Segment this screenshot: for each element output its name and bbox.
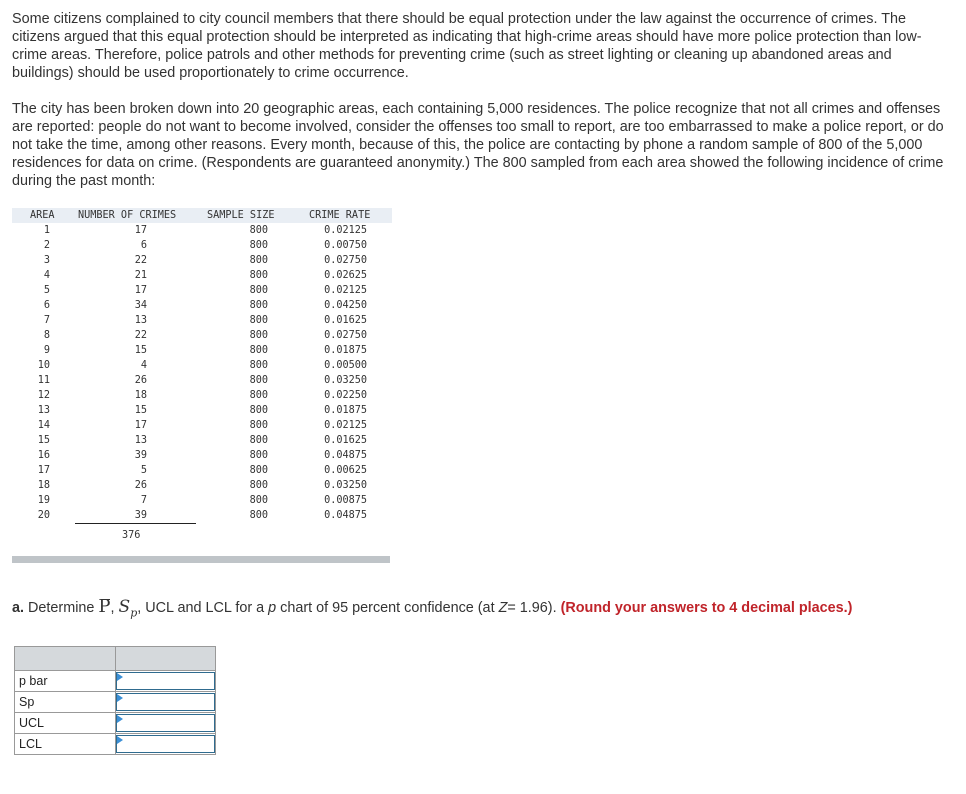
cell-sample-size: 800 (249, 405, 268, 416)
cell-area: 1 (43, 225, 50, 236)
answer-label-ucl: UCL (15, 713, 116, 734)
question-text-3: chart of 95 percent confidence (at (280, 600, 495, 616)
cell-crime-rate: 0.01875 (324, 345, 367, 356)
cell-sample-size: 800 (249, 240, 268, 251)
cell-number-of-crimes: 22 (134, 255, 147, 266)
z-italic: Z (498, 600, 508, 616)
cell-area: 13 (37, 405, 50, 416)
sp-subscript: p (130, 606, 138, 620)
cell-crime-rate: 0.04250 (324, 300, 367, 311)
table-row (12, 493, 392, 508)
cell-crime-rate: 0.02750 (324, 330, 367, 341)
table-row (12, 508, 392, 523)
cell-sample-size: 800 (249, 255, 268, 266)
table-row (12, 373, 392, 388)
input-marker-icon (117, 694, 123, 702)
total-crimes: 376 (122, 530, 141, 541)
crime-data-table (12, 208, 392, 523)
question-text-2: , UCL and LCL for a (137, 600, 265, 616)
table-row (12, 328, 392, 343)
cell-crime-rate: 0.02750 (324, 255, 367, 266)
answer-header-value-cell (116, 647, 216, 671)
cell-number-of-crimes: 17 (134, 285, 147, 296)
table-row (12, 313, 392, 328)
question-text-1: Determine (28, 600, 95, 616)
cell-number-of-crimes: 17 (134, 225, 147, 236)
answer-row-ucl (15, 713, 216, 734)
cell-sample-size: 800 (249, 390, 268, 401)
cell-number-of-crimes: 18 (134, 390, 147, 401)
cell-number-of-crimes: 13 (134, 315, 147, 326)
cell-crime-rate: 0.02250 (324, 390, 367, 401)
cell-crime-rate: 0.04875 (324, 450, 367, 461)
cell-sample-size: 800 (249, 330, 268, 341)
header-area: AREA (12, 208, 72, 223)
input-box[interactable] (116, 693, 215, 711)
cell-crime-rate: 0.01625 (324, 435, 367, 446)
question-a (12, 597, 852, 623)
cell-area: 19 (37, 495, 50, 506)
cell-sample-size: 800 (249, 360, 268, 371)
cell-area: 9 (43, 345, 50, 356)
p-italic: p (268, 600, 277, 616)
header-sample-size: SAMPLE SIZE (196, 208, 296, 223)
cell-number-of-crimes: 39 (134, 510, 147, 521)
cell-crime-rate: 0.02125 (324, 420, 367, 431)
cell-area: 15 (37, 435, 50, 446)
cell-number-of-crimes: 15 (134, 345, 147, 356)
cell-crime-rate: 0.00875 (324, 495, 367, 506)
answer-header-label-cell (15, 647, 116, 671)
cell-area: 10 (37, 360, 50, 371)
intro-paragraph: Some citizens complained to city council members that there should be equal protection under the law against the occurrence of crimes. The citizens argued that this equal protection should be interpreted as indicating that high-crime areas should have more police protection than low-crime areas. Therefore, police patrols and other methods for preventing crime (such as street lighting or cleaning up abandoned areas and buildings) should be used proportionately to crime occurrence. (12, 11, 922, 81)
answer-input-sp[interactable] (116, 692, 216, 713)
question-label: a. (12, 600, 25, 616)
cell-area: 16 (37, 450, 50, 461)
input-marker-icon (117, 736, 123, 744)
cell-sample-size: 800 (249, 480, 268, 491)
cell-area: 6 (43, 300, 50, 311)
cell-number-of-crimes: 6 (140, 240, 147, 251)
cell-crime-rate: 0.00500 (324, 360, 367, 371)
table-row (12, 253, 392, 268)
cell-crime-rate: 0.02625 (324, 270, 367, 281)
cell-area: 7 (43, 315, 50, 326)
input-box[interactable] (116, 672, 215, 690)
table-row (12, 268, 392, 283)
answer-input-lcl[interactable] (116, 734, 216, 755)
question-text-4: = 1.96). (507, 600, 557, 616)
cell-crime-rate: 0.01875 (324, 405, 367, 416)
answer-label-pbar: p bar (15, 671, 116, 692)
cell-number-of-crimes: 26 (134, 480, 147, 491)
rounding-instruction: (Round your answers to 4 decimal places.) (560, 600, 853, 616)
cell-number-of-crimes: 15 (134, 405, 147, 416)
cell-sample-size: 800 (249, 495, 268, 506)
answer-input-ucl[interactable] (116, 713, 216, 734)
table-row (12, 433, 392, 448)
input-marker-icon (117, 673, 123, 681)
answer-input-pbar[interactable] (116, 671, 216, 692)
input-box[interactable] (116, 714, 215, 732)
cell-sample-size: 800 (249, 420, 268, 431)
input-marker-icon (117, 715, 123, 723)
table-row (12, 343, 392, 358)
sp-symbol (118, 597, 138, 620)
table-row (12, 388, 392, 403)
cell-number-of-crimes: 22 (134, 330, 147, 341)
cell-area: 3 (43, 255, 50, 266)
cell-number-of-crimes: 4 (140, 360, 147, 371)
cell-sample-size: 800 (249, 285, 268, 296)
cell-crime-rate: 0.01625 (324, 315, 367, 326)
cell-area: 2 (43, 240, 50, 251)
table-row (12, 448, 392, 463)
cell-number-of-crimes: 26 (134, 375, 147, 386)
answer-label-lcl: LCL (15, 734, 116, 755)
cell-crime-rate: 0.00625 (324, 465, 367, 476)
context-paragraph: The city has been broken down into 20 geographic areas, each containing 5,000 residences. The police recognize that not all crimes and offenses are reported: people do not want to become involved, consider the offenses too small to report, are too embarrassed to make a police report, or do not take the time, among other reasons. Every month, because of this, the police are contacting by phone a random sample of 800 of the 5,000 residences for data on crime. (Respondents are guaranteed anonymity.) The 800 sampled from each area showed the following incidence of crime during the past month: (12, 101, 944, 189)
cell-area: 5 (43, 285, 50, 296)
table-row (12, 478, 392, 493)
total-underline (75, 523, 196, 524)
cell-sample-size: 800 (249, 225, 268, 236)
cell-number-of-crimes: 17 (134, 420, 147, 431)
cell-number-of-crimes: 7 (140, 495, 147, 506)
cell-area: 17 (37, 465, 50, 476)
answer-row-pbar (15, 671, 216, 692)
answer-row-lcl (15, 734, 216, 755)
input-box[interactable] (116, 735, 215, 753)
cell-number-of-crimes: 39 (134, 450, 147, 461)
cell-sample-size: 800 (249, 375, 268, 386)
cell-number-of-crimes: 34 (134, 300, 147, 311)
cell-area: 14 (37, 420, 50, 431)
table-row (12, 238, 392, 253)
cell-sample-size: 800 (249, 270, 268, 281)
sp-letter: S (118, 597, 131, 617)
cell-number-of-crimes: 13 (134, 435, 147, 446)
cell-sample-size: 800 (249, 345, 268, 356)
cell-sample-size: 800 (249, 465, 268, 476)
header-crime-rate: CRIME RATE (296, 208, 392, 223)
cell-area: 4 (43, 270, 50, 281)
cell-number-of-crimes: 5 (140, 465, 147, 476)
cell-area: 12 (37, 390, 50, 401)
cell-sample-size: 800 (249, 300, 268, 311)
pbar-symbol: P (98, 596, 111, 617)
answer-row-sp (15, 692, 216, 713)
table-row (12, 358, 392, 373)
header-number-of-crimes: NUMBER OF CRIMES (72, 208, 196, 223)
cell-area: 11 (37, 375, 50, 386)
cell-area: 8 (43, 330, 50, 341)
table-row (12, 463, 392, 478)
cell-crime-rate: 0.03250 (324, 375, 367, 386)
table-row (12, 223, 392, 238)
table-row (12, 418, 392, 433)
cell-crime-rate: 0.04875 (324, 510, 367, 521)
answer-label-sp: Sp (15, 692, 116, 713)
cell-sample-size: 800 (249, 510, 268, 521)
cell-sample-size: 800 (249, 435, 268, 446)
cell-crime-rate: 0.02125 (324, 285, 367, 296)
cell-area: 20 (37, 510, 50, 521)
table-header-row (12, 208, 392, 223)
section-divider (12, 556, 390, 563)
table-row (12, 298, 392, 313)
answer-header-row (15, 647, 216, 671)
table-row (12, 403, 392, 418)
cell-sample-size: 800 (249, 315, 268, 326)
cell-crime-rate: 0.00750 (324, 240, 367, 251)
cell-crime-rate: 0.03250 (324, 480, 367, 491)
cell-sample-size: 800 (249, 450, 268, 461)
table-row (12, 283, 392, 298)
question-comma: , (110, 600, 115, 616)
cell-area: 18 (37, 480, 50, 491)
cell-crime-rate: 0.02125 (324, 225, 367, 236)
answer-table (14, 646, 216, 755)
cell-number-of-crimes: 21 (134, 270, 147, 281)
